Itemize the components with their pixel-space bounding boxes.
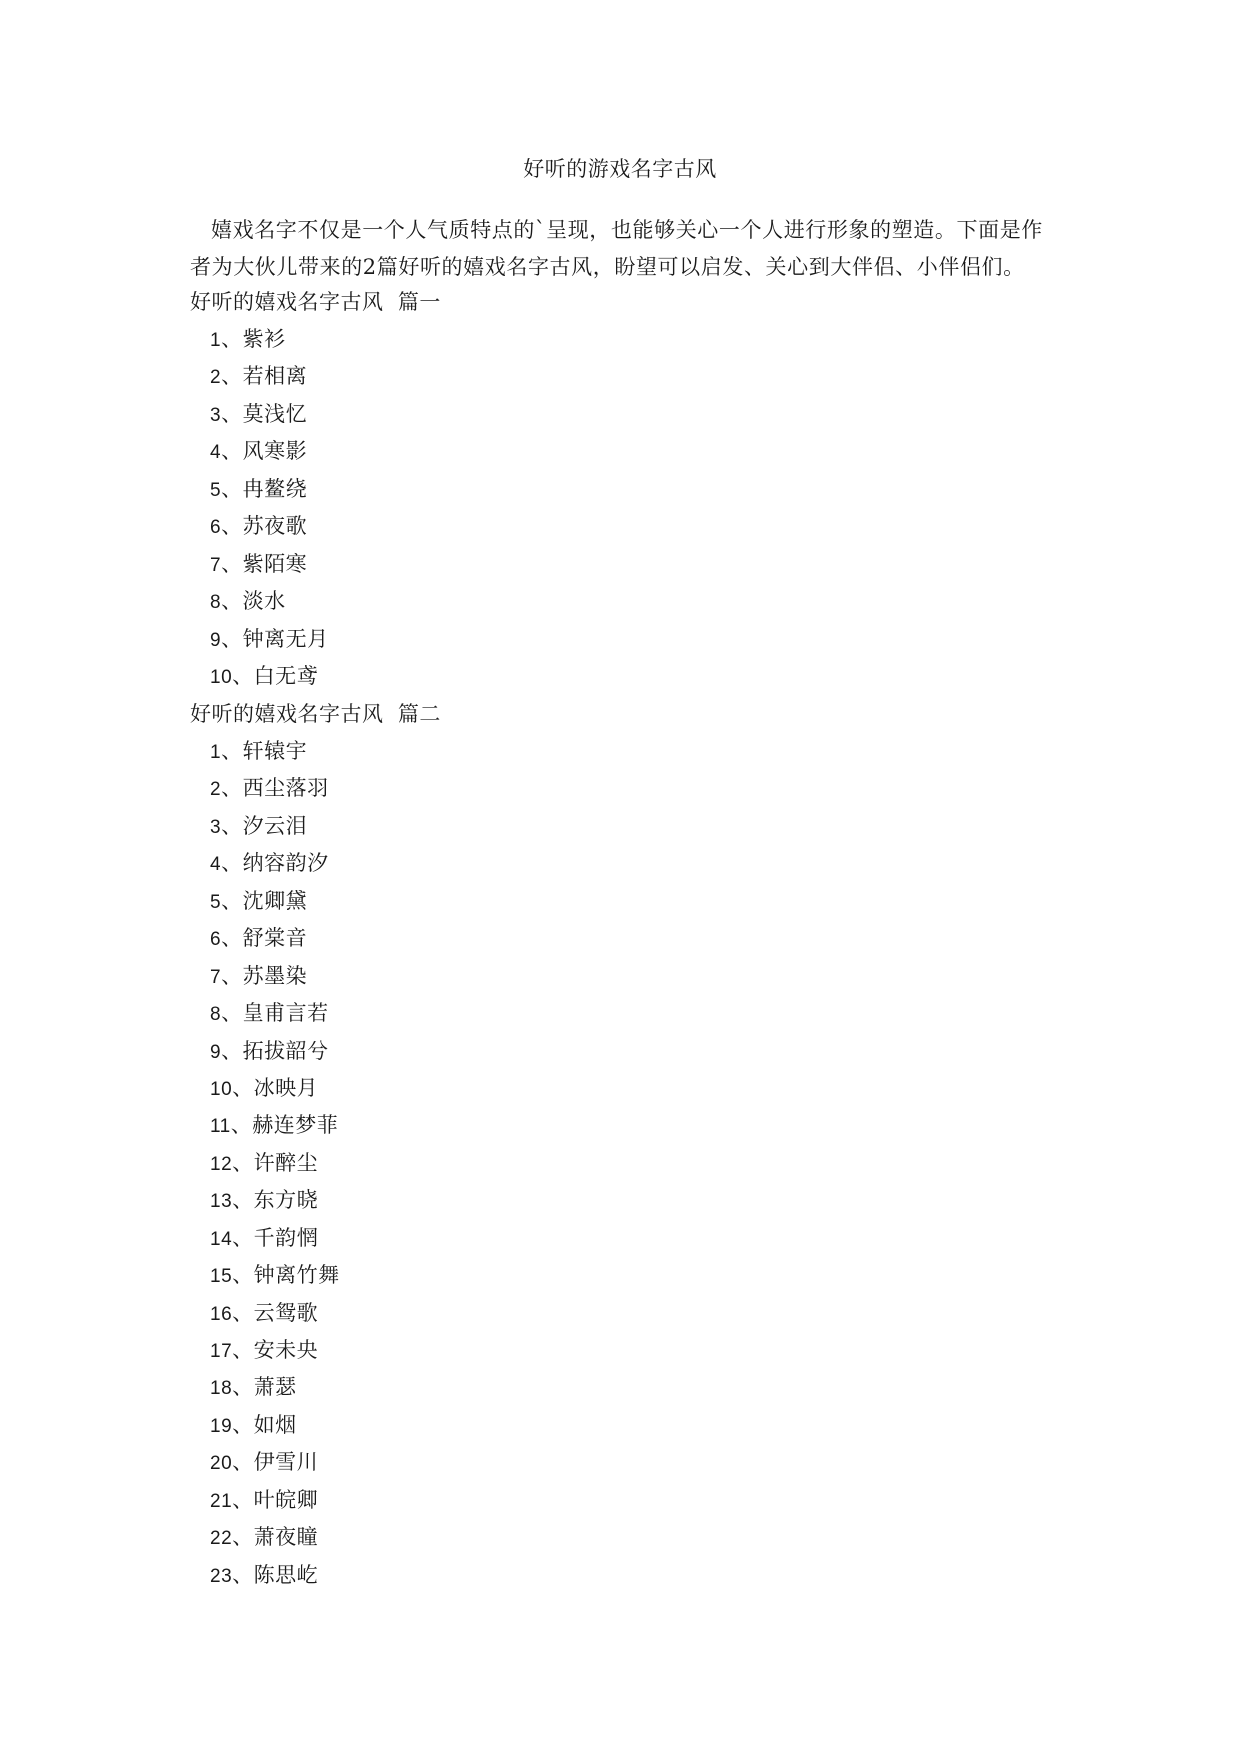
section-heading-1: 好听的嬉戏名字古风 篇一 [190, 290, 441, 314]
list-item-text: 、苏夜歌 [221, 514, 308, 539]
list-item-number: 21 [210, 1490, 233, 1512]
list-item-text: 、舒棠音 [221, 926, 308, 951]
name-list-1 [210, 323, 329, 697]
list-item-number: 2 [210, 367, 222, 389]
list-item [210, 997, 340, 1034]
list-item-text: 、云鸳歌 [232, 1300, 319, 1325]
list-item-text: 、汐云泪 [221, 813, 308, 838]
list-item [210, 360, 329, 397]
list-item-number: 16 [210, 1303, 233, 1325]
section-heading-2: 好听的嬉戏名字古风 篇二 [190, 702, 441, 726]
list-item [210, 1035, 340, 1072]
list-item-text: 、白无鸢 [232, 663, 319, 688]
list-item [210, 1222, 340, 1259]
list-item-number: 19 [210, 1415, 233, 1437]
list-item [210, 398, 329, 435]
list-item-number: 1 [210, 742, 222, 763]
list-item-number: 7 [210, 966, 222, 988]
list-item-text: 、轩辕宇 [221, 739, 308, 763]
list-item-text: 、萧夜瞳 [232, 1525, 319, 1550]
list-item-text: 、苏墨染 [221, 963, 308, 988]
list-item-number: 3 [210, 816, 222, 838]
list-item [210, 960, 340, 997]
list-item-text: 、叶皖卿 [232, 1487, 319, 1512]
intro-paragraph: 嬉戏名字不仅是一个人气质特点的`呈现，也能够关心一个人进行形象的塑造。下面是作者为大伙儿带来的2篇好听的嬉戏名字古风，盼望可以启发、关心到大伴侣、小伴侣们。 [190, 218, 1043, 279]
list-item-number: 17 [210, 1341, 233, 1362]
list-item-text: 、千韵惘 [232, 1225, 319, 1250]
list-item [210, 548, 329, 585]
list-item-text: 、紫衫 [221, 327, 286, 351]
list-item-text: 、紫陌寒 [221, 551, 308, 576]
list-item [210, 435, 329, 472]
list-item [210, 1109, 340, 1146]
page-title: 好听的游戏名字古风 [523, 157, 717, 181]
list-item [210, 1521, 340, 1558]
list-item-number: 23 [210, 1565, 233, 1587]
list-item-number: 11 [210, 1116, 231, 1138]
name-list-2 [210, 735, 340, 1596]
list-item-text: 、萧瑟 [232, 1375, 297, 1400]
list-item-text: 、西尘落羽 [221, 776, 329, 801]
list-item [210, 885, 340, 922]
list-item-number: 6 [210, 929, 222, 951]
list-item-number: 14 [210, 1228, 233, 1250]
list-item-text: 、伊雪川 [232, 1450, 319, 1475]
list-item-text: 、钟离竹舞 [232, 1263, 340, 1288]
list-item-number: 15 [210, 1266, 233, 1288]
list-item-number: 2 [210, 779, 222, 801]
list-item [210, 1409, 340, 1446]
list-item [210, 735, 340, 772]
list-item [210, 623, 329, 660]
list-item [210, 1484, 340, 1521]
list-item-text: 、东方晓 [232, 1188, 319, 1213]
list-item-text: 、许醉尘 [232, 1150, 319, 1175]
list-item-text: 、纳容韵汐 [221, 851, 329, 876]
list-item-text: 、拓拔韶兮 [221, 1038, 329, 1063]
list-item-text: 、淡水 [221, 589, 286, 614]
list-item [210, 585, 329, 622]
list-item [210, 1559, 340, 1596]
list-item-number: 22 [210, 1528, 233, 1550]
list-item-text: 、赫连梦菲 [230, 1113, 339, 1138]
list-item [210, 1184, 340, 1221]
list-item-text: 、如烟 [232, 1412, 297, 1437]
list-item-text: 、沈卿黛 [221, 888, 308, 913]
list-item [210, 510, 329, 547]
list-item-number: 9 [210, 629, 222, 651]
list-item-text: 、冰映月 [232, 1075, 319, 1100]
list-item-text: 、皇甫言若 [221, 1001, 329, 1026]
list-item-number: 10 [210, 1078, 233, 1100]
list-item-number: 10 [210, 666, 233, 688]
list-item [210, 1371, 340, 1408]
list-item-text: 、若相离 [221, 364, 308, 389]
list-item-number: 8 [210, 1004, 222, 1026]
list-item [210, 847, 340, 884]
list-item-text: 、安未央 [232, 1338, 319, 1362]
list-item-text: 、陈思屹 [232, 1562, 319, 1587]
list-item-number: 7 [210, 554, 222, 576]
list-item-number: 12 [210, 1153, 233, 1175]
list-item [210, 473, 329, 510]
list-item [210, 922, 340, 959]
list-item-number: 6 [210, 517, 222, 539]
list-item [210, 323, 329, 360]
list-item-number: 5 [210, 891, 222, 913]
list-item-number: 20 [210, 1453, 233, 1475]
list-item-number: 3 [210, 404, 222, 426]
list-item-number: 4 [210, 854, 222, 876]
list-item-number: 1 [210, 330, 222, 351]
list-item [210, 1259, 340, 1296]
list-item-text: 、风寒影 [221, 439, 308, 464]
list-item [210, 1334, 340, 1371]
list-item-number: 9 [210, 1041, 222, 1063]
list-item-number: 5 [210, 479, 222, 501]
list-item [210, 1072, 340, 1109]
list-item-number: 13 [210, 1191, 233, 1213]
list-item [210, 1446, 340, 1483]
list-item [210, 1297, 340, 1334]
list-item-text: 、莫浅忆 [221, 401, 308, 426]
list-item [210, 660, 329, 697]
list-item-text: 、冉鳌绕 [221, 476, 308, 501]
list-item-text: 、钟离无月 [221, 626, 329, 651]
list-item-number: 18 [210, 1378, 233, 1400]
list-item [210, 810, 340, 847]
list-item-number: 4 [210, 442, 222, 464]
list-item-number: 8 [210, 592, 222, 614]
list-item [210, 1147, 340, 1184]
list-item [210, 772, 340, 809]
